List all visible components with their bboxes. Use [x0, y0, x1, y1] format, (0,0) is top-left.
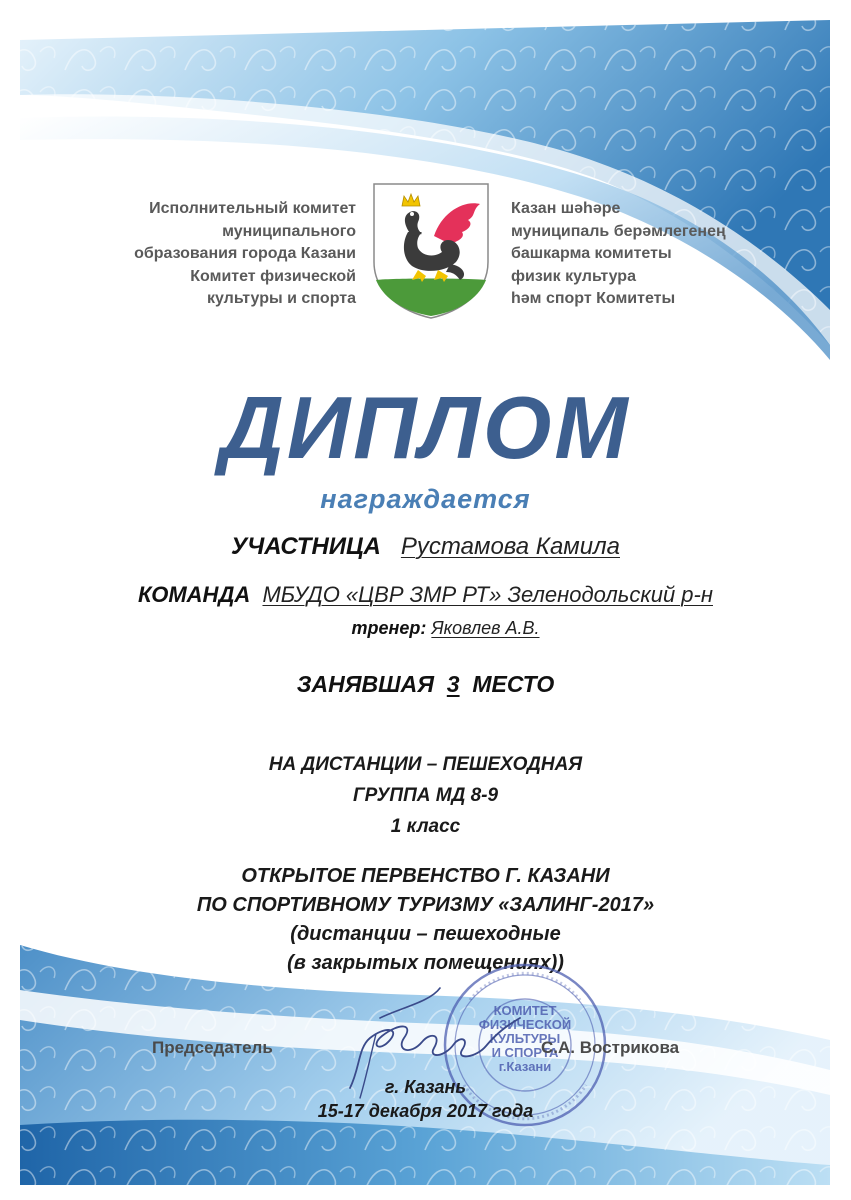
- kazan-coat-of-arms-icon: [372, 182, 490, 320]
- team-label: КОМАНДА: [138, 582, 251, 607]
- city: г. Казань: [384, 1077, 467, 1097]
- stamp-line: ФИЗИЧЕСКОЙ: [478, 1017, 572, 1032]
- participant-row: [0, 531, 851, 563]
- class-line: 1 класс: [390, 816, 461, 837]
- event-line: ОТКРЫТОЕ ПЕРВЕНСТВО Г. КАЗАНИ: [241, 865, 610, 887]
- header-left-line: образования города Казани: [134, 245, 356, 262]
- event-line: (дистанции – пешеходные: [290, 923, 561, 945]
- header-left-text: [60, 198, 356, 311]
- event-dates: 15-17 декабря 2017 года: [317, 1101, 534, 1121]
- coach-row: [0, 615, 851, 641]
- chairman-label: Председатель: [152, 1038, 273, 1057]
- participant-label: УЧАСТНИЦА: [231, 533, 381, 560]
- header-right-line: муниципаль берәмлегенең: [511, 222, 726, 240]
- place-number: 3: [446, 671, 460, 697]
- stamp-line: КОМИТЕТ: [493, 1003, 557, 1018]
- diploma-title: ДИПЛОМ: [220, 378, 631, 477]
- stamp-line: КУЛЬТУРЫ: [489, 1031, 561, 1046]
- stamp-line: И СПОРТА: [491, 1045, 559, 1060]
- coach-label: тренер:: [351, 618, 427, 638]
- chairman-name: С.А. Вострикова: [541, 1038, 680, 1057]
- awarded-subtitle: награждается: [320, 484, 531, 514]
- place-prefix: ЗАНЯВШАЯ: [296, 671, 435, 697]
- header-right-line: Казан шәһәре: [511, 200, 621, 217]
- header-left-line: муниципального: [222, 222, 356, 240]
- header-right-text: [511, 198, 811, 311]
- stamp-line: г.Казани: [498, 1059, 552, 1074]
- team-name: МБУДО «ЦВР ЗМР РТ» Зеленодольский р-н: [262, 582, 713, 607]
- event-line: (в закрытых помещениях)): [287, 952, 564, 974]
- distance-line: НА ДИСТАНЦИИ – ПЕШЕХОДНАЯ: [268, 754, 583, 775]
- header-right-line: физик культура: [511, 267, 636, 285]
- header-left-line: культуры и спорта: [206, 290, 356, 307]
- place-suffix: МЕСТО: [472, 671, 555, 697]
- header-left-line: Комитет физической: [190, 267, 356, 285]
- participant-name: Рустамова Камила: [400, 533, 620, 560]
- group-line: ГРУППА МД 8-9: [352, 785, 499, 806]
- header-left-line: Исполнительный комитет: [149, 200, 356, 217]
- event-line: ПО СПОРТИВНОМУ ТУРИЗМУ «ЗАЛИНГ-2017»: [196, 894, 655, 916]
- place-row: [0, 668, 851, 700]
- header-right-line: башкарма комитеты: [511, 245, 672, 262]
- team-row: [0, 580, 851, 610]
- header-right-line: һәм спорт Комитеты: [511, 290, 676, 307]
- coach-name: Яковлев А.В.: [431, 618, 540, 638]
- event-block: [0, 862, 851, 978]
- distance-block: [0, 749, 851, 842]
